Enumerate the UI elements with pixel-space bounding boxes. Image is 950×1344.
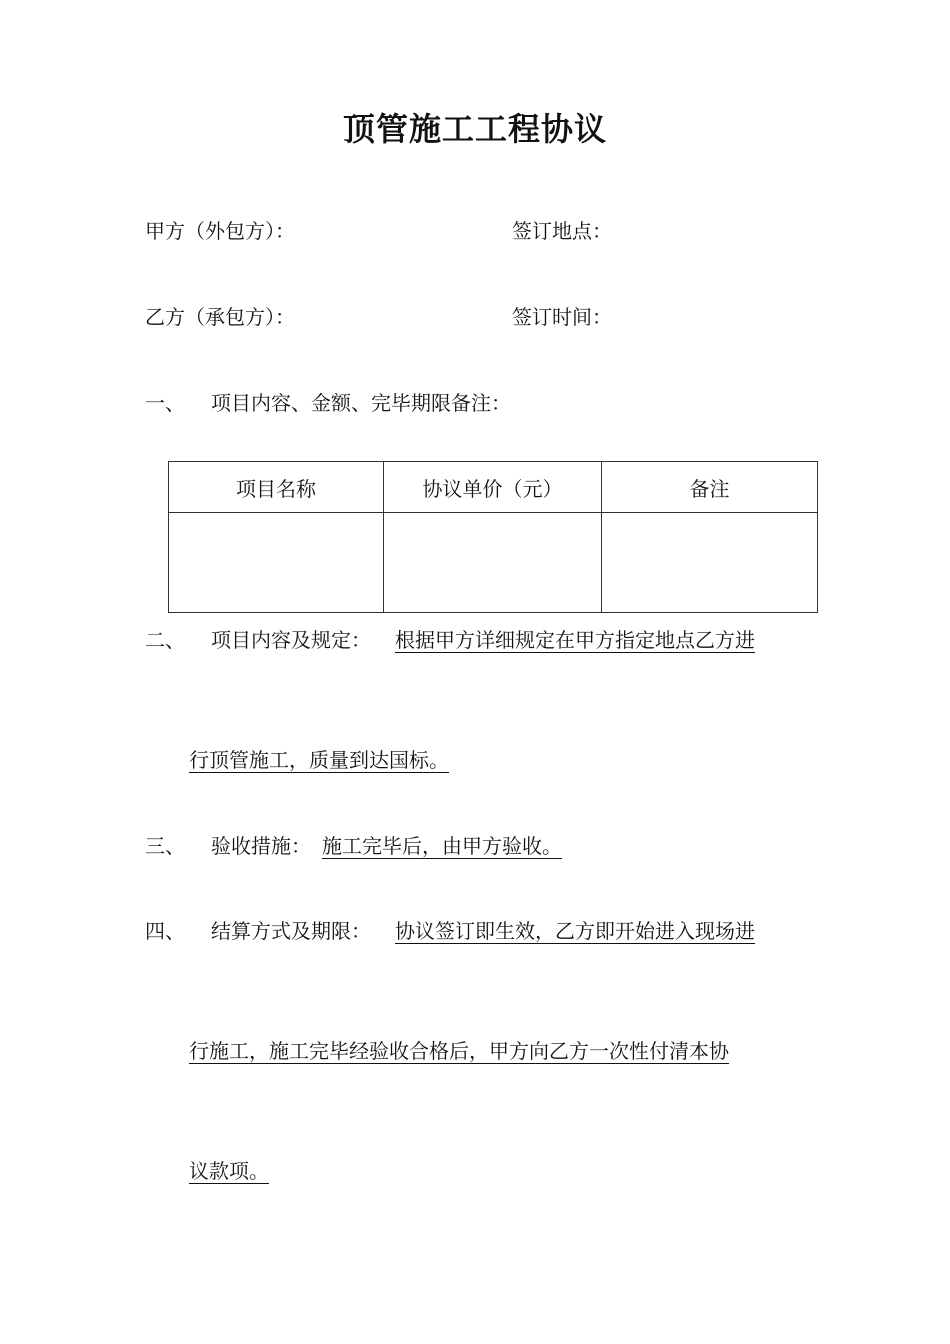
document-title: 顶管施工工程协议 (342, 110, 607, 148)
party-b-label: 乙方（承包方）： (145, 305, 295, 329)
table-cell (169, 513, 384, 613)
table-cell (384, 513, 602, 613)
table-header-cell: 项目名称 (169, 462, 384, 513)
section4-heading: 结算方式及期限： (211, 919, 371, 943)
section3-heading: 验收措施： (211, 834, 311, 858)
section4-line-1: 协议签订即生效，乙方即开始进入现场进 (395, 919, 755, 943)
table-header-row (169, 462, 818, 513)
section2-line-1: 根据甲方详细规定在甲方指定地点乙方进 (395, 628, 755, 652)
section4-line-2: 行施工，施工完毕经验收合格后，甲方向乙方一次性付清本协 (189, 1039, 729, 1063)
section1-number: 一、 (145, 391, 185, 415)
section3-number: 三、 (145, 834, 185, 858)
section2-line-2: 行顶管施工，质量到达国标。 (189, 748, 449, 772)
section2-heading: 项目内容及规定： (211, 628, 371, 652)
sign-time-label: 签订时间： (512, 305, 612, 329)
section3-line-1: 施工完毕后，由甲方验收。 (322, 834, 562, 858)
party-a-label: 甲方（外包方）： (145, 219, 295, 243)
table-row (169, 513, 818, 613)
table-cell (602, 513, 818, 613)
items-table (168, 461, 818, 613)
sign-place-label: 签订地点： (512, 219, 612, 243)
section4-number: 四、 (145, 919, 185, 943)
section4-line-3: 议款项。 (189, 1159, 269, 1183)
section2-number: 二、 (145, 628, 185, 652)
table-header-cell: 协议单价（元） (384, 462, 602, 513)
table-header-cell: 备注 (602, 462, 818, 513)
section1-heading: 项目内容、金额、完毕期限备注： (211, 391, 511, 415)
